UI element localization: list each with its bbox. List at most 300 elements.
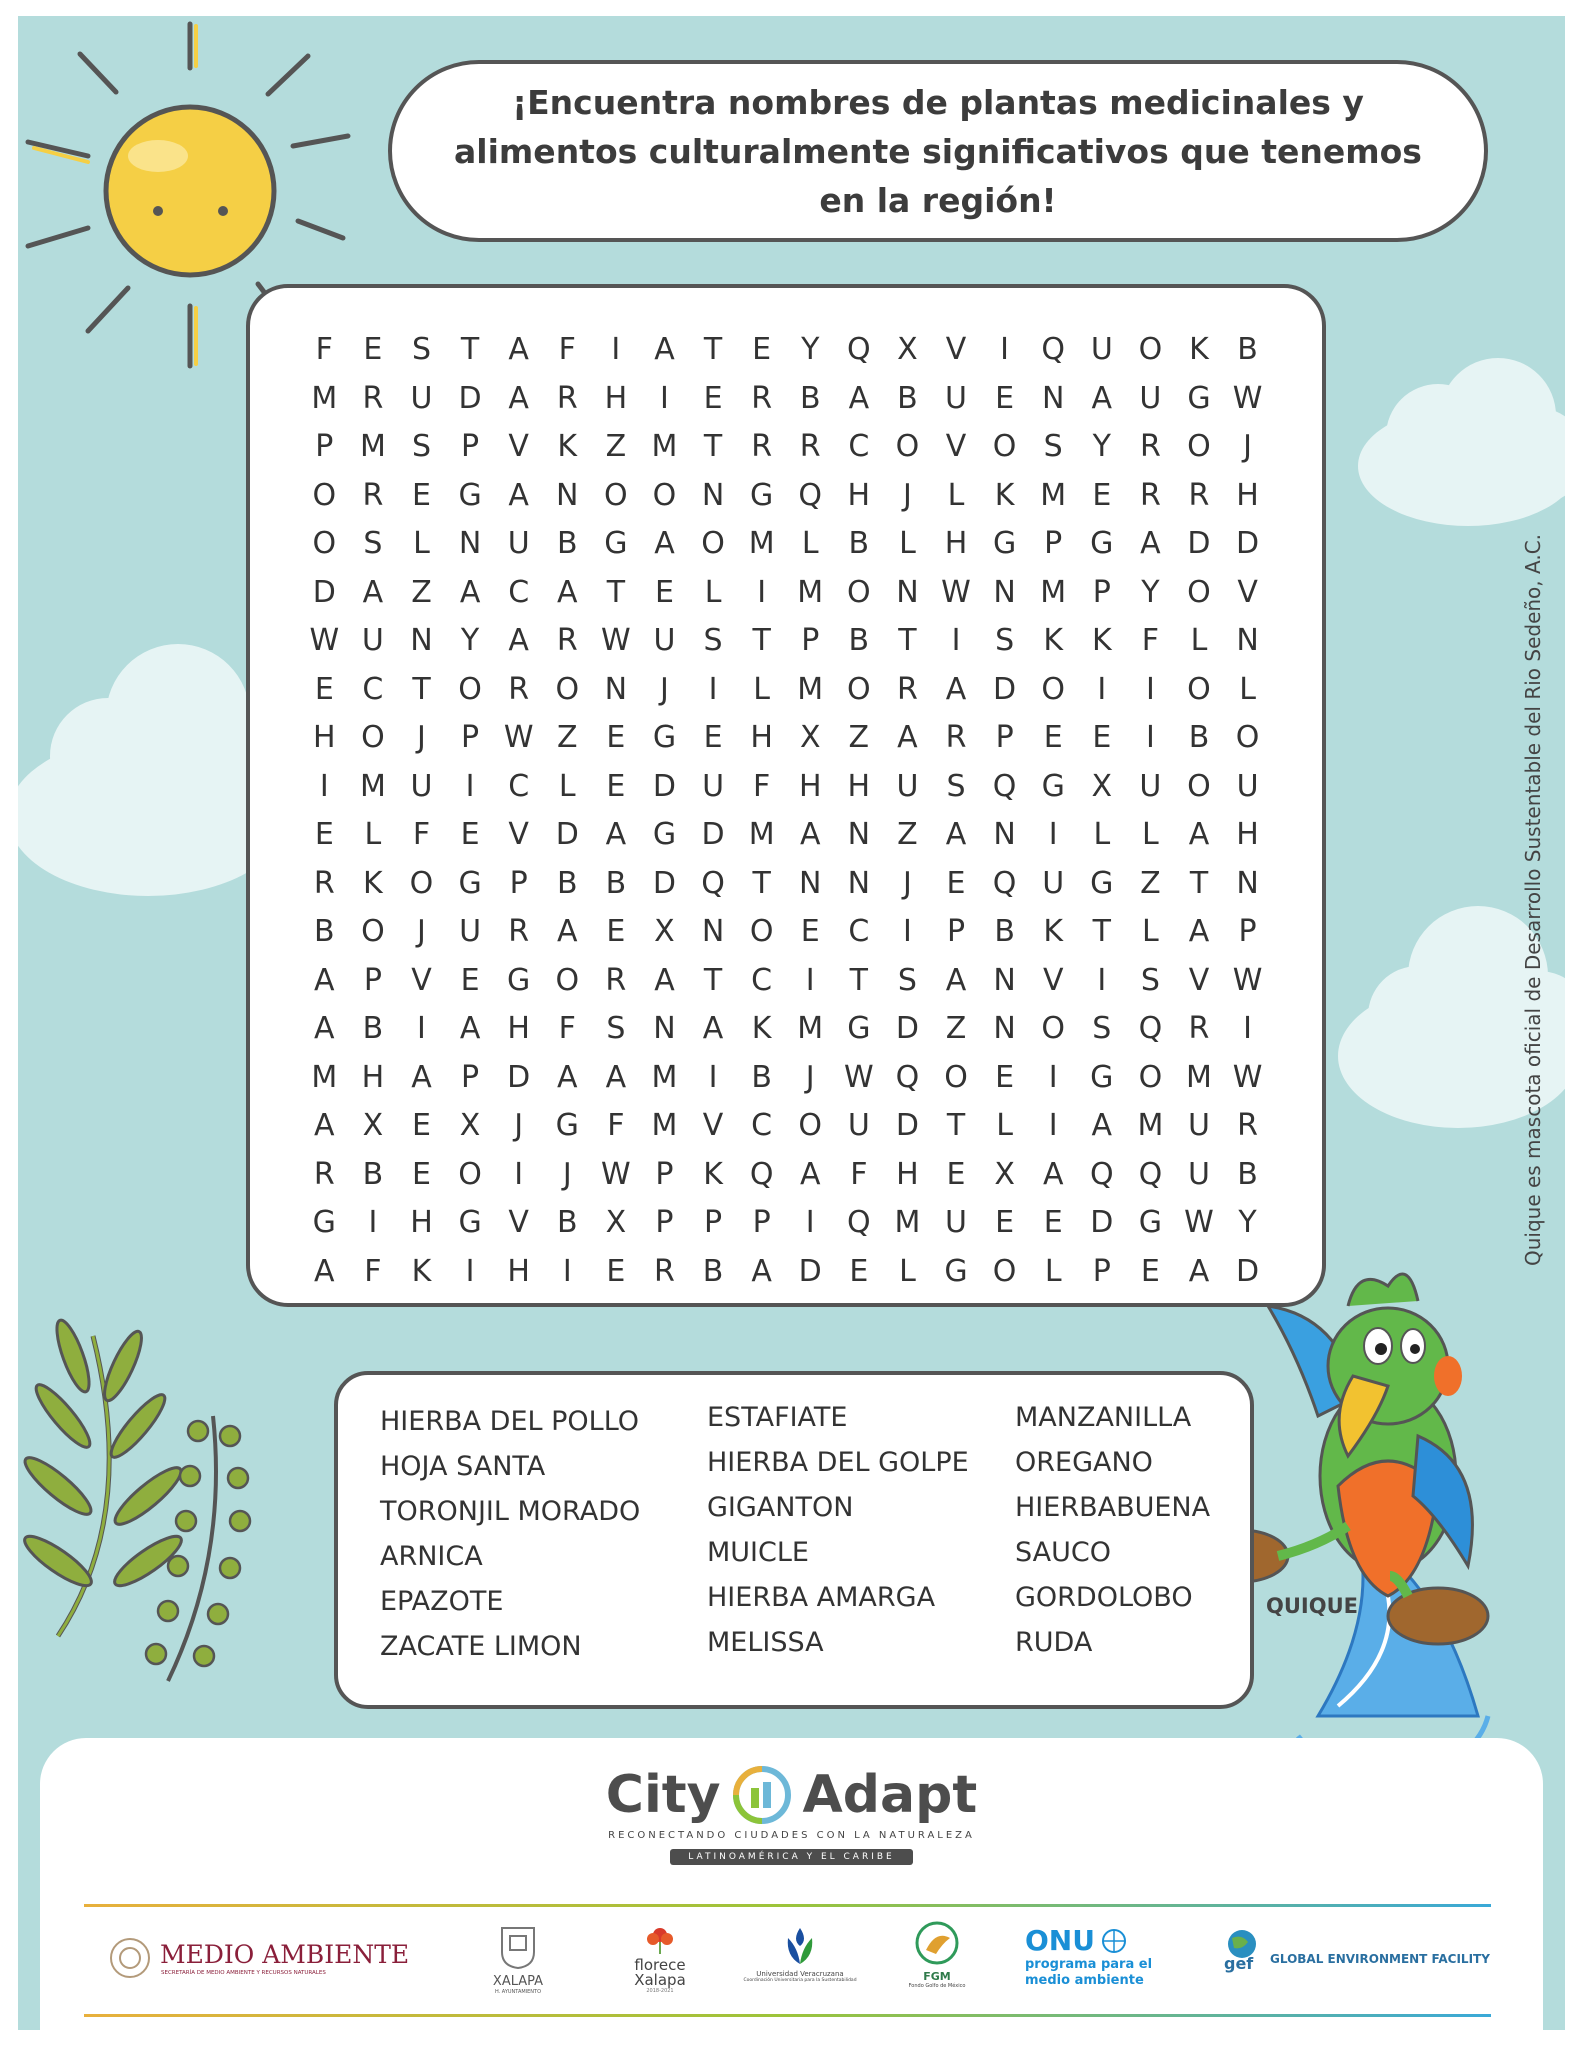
grid-letter[interactable]: C [751,1108,773,1143]
grid-letter[interactable]: L [1190,623,1208,658]
grid-letter[interactable]: O [458,671,482,707]
grid-letter[interactable]: T [703,429,723,464]
grid-letter[interactable]: B [556,1205,578,1240]
grid-letter[interactable]: I [1048,817,1058,852]
grid-letter[interactable]: G [992,526,1017,561]
grid-letter[interactable]: V [1188,962,1210,998]
grid-letter[interactable]: J [417,720,426,755]
grid-letter[interactable]: D [798,1253,822,1289]
grid-letter[interactable]: N [847,865,871,901]
grid-letter[interactable]: L [1142,914,1159,949]
grid-letter[interactable]: V [1042,962,1064,998]
grid-letter[interactable]: G [507,962,531,998]
grid-letter[interactable]: X [799,720,821,755]
grid-letter[interactable]: G [1090,865,1114,901]
grid-letter[interactable]: A [314,1108,335,1143]
grid-letter[interactable]: U [1139,768,1162,804]
grid-letter[interactable]: P [363,962,382,998]
grid-letter[interactable]: Q [1089,1156,1114,1192]
grid-letter[interactable]: F [558,1011,576,1046]
grid-letter[interactable]: U [1188,1156,1210,1192]
grid-letter[interactable]: V [702,1108,724,1143]
grid-letter[interactable]: L [801,526,819,561]
grid-letter[interactable]: N [993,574,1016,610]
grid-letter[interactable]: T [1092,914,1111,949]
grid-letter[interactable]: G [944,1253,968,1289]
grid-letter[interactable]: J [562,1156,572,1192]
grid-letter[interactable]: A [654,526,675,561]
grid-letter[interactable]: L [996,1108,1013,1143]
grid-letter[interactable]: L [413,526,430,561]
grid-letter[interactable]: T [946,1108,966,1143]
grid-letter[interactable]: G [312,1205,336,1240]
grid-letter[interactable]: E [1140,1253,1160,1289]
grid-letter[interactable]: H [896,1156,919,1192]
grid-letter[interactable]: P [704,1205,723,1240]
grid-letter[interactable]: I [465,1253,475,1289]
grid-letter[interactable]: V [508,817,529,852]
grid-letter[interactable]: A [557,1059,578,1095]
grid-letter[interactable]: A [945,817,967,852]
grid-letter[interactable]: W [309,623,340,658]
grid-letter[interactable]: K [363,865,383,901]
grid-letter[interactable]: R [751,429,773,464]
grid-letter[interactable]: P [655,1156,674,1192]
grid-letter[interactable]: D [1236,526,1260,561]
grid-letter[interactable]: U [847,1108,870,1143]
grid-letter[interactable]: U [1236,768,1259,804]
grid-letter[interactable]: N [993,1011,1016,1046]
grid-letter[interactable]: L [899,1253,916,1289]
grid-letter[interactable]: W [503,720,534,755]
grid-letter[interactable]: D [507,1059,531,1095]
grid-letter[interactable]: A [1188,914,1210,949]
grid-letter[interactable]: V [1237,574,1258,610]
grid-letter[interactable]: F [607,1108,625,1143]
grid-letter[interactable]: O [361,914,385,949]
grid-letter[interactable]: R [556,380,578,416]
grid-letter[interactable]: L [947,477,965,513]
grid-letter[interactable]: T [606,574,626,610]
grid-letter[interactable]: B [702,1253,724,1289]
grid-letter[interactable]: G [750,477,774,513]
grid-letter[interactable]: W [601,1156,631,1192]
grid-letter[interactable]: Q [701,865,725,901]
grid-letter[interactable]: R [556,623,578,658]
grid-letter[interactable]: L [364,817,382,852]
grid-letter[interactable]: S [995,623,1015,658]
grid-letter[interactable]: O [1187,671,1211,707]
grid-letter[interactable]: M [651,1059,678,1095]
grid-letter[interactable]: I [319,768,329,804]
grid-letter[interactable]: U [1042,865,1065,901]
grid-letter[interactable]: H [313,720,336,755]
grid-letter[interactable]: P [461,720,480,755]
grid-letter[interactable]: O [1138,1059,1163,1095]
grid-letter[interactable]: M [651,1108,678,1143]
grid-letter[interactable]: M [797,1011,824,1046]
grid-letter[interactable]: O [458,1156,482,1192]
grid-letter[interactable]: F [850,1156,868,1192]
grid-letter[interactable]: A [1188,817,1210,852]
grid-letter[interactable]: G [1090,526,1114,561]
grid-letter[interactable]: I [562,1253,572,1289]
grid-letter[interactable]: G [555,1108,579,1143]
grid-letter[interactable]: N [556,477,579,513]
grid-letter[interactable]: G [1090,1059,1114,1095]
grid-letter[interactable]: N [604,671,628,707]
grid-letter[interactable]: E [460,962,480,998]
grid-letter[interactable]: X [994,1156,1015,1192]
grid-letter[interactable]: T [703,962,723,998]
grid-letter[interactable]: B [556,865,578,901]
grid-letter[interactable]: F [412,817,431,852]
grid-letter[interactable]: U [459,914,482,949]
grid-letter[interactable]: M [797,671,824,707]
grid-letter[interactable]: I [1000,332,1010,367]
grid-letter[interactable]: P [461,429,480,464]
grid-letter[interactable]: Z [556,720,578,755]
grid-letter[interactable]: A [751,1253,772,1289]
grid-letter[interactable]: Q [992,865,1017,901]
grid-letter[interactable]: E [1092,720,1112,755]
grid-letter[interactable]: A [848,380,870,416]
grid-letter[interactable]: M [797,574,824,610]
grid-letter[interactable]: H [944,526,968,561]
grid-letter[interactable]: O [1187,574,1211,610]
grid-letter[interactable]: E [703,720,723,755]
grid-letter[interactable]: M [359,768,386,804]
grid-letter[interactable]: D [895,1011,919,1046]
grid-letter[interactable]: N [458,526,482,561]
grid-letter[interactable]: C [508,768,530,804]
grid-letter[interactable]: V [945,332,967,367]
grid-letter[interactable]: U [1188,1108,1210,1143]
grid-letter[interactable]: X [654,914,675,949]
grid-letter[interactable]: W [601,623,631,658]
grid-letter[interactable]: C [848,914,870,949]
grid-letter[interactable]: Q [895,1059,920,1095]
grid-letter[interactable]: O [604,477,628,513]
grid-letter[interactable]: T [752,865,771,901]
grid-letter[interactable]: B [605,865,627,901]
grid-letter[interactable]: A [1091,1108,1113,1143]
grid-letter[interactable]: S [411,332,431,367]
grid-letter[interactable]: R [945,720,967,755]
grid-letter[interactable]: O [409,865,434,901]
grid-letter[interactable]: A [605,817,627,852]
grid-letter[interactable]: V [945,429,967,464]
grid-letter[interactable]: C [362,671,384,707]
grid-letter[interactable]: I [1145,671,1155,707]
grid-letter[interactable]: S [363,526,383,561]
grid-letter[interactable]: J [660,671,669,707]
grid-letter[interactable]: O [701,526,725,561]
grid-letter[interactable]: E [314,671,334,707]
grid-letter[interactable]: E [606,1253,626,1289]
grid-letter[interactable]: O [652,477,677,513]
grid-letter[interactable]: Q [847,1205,871,1240]
grid-letter[interactable]: R [799,429,821,464]
grid-letter[interactable]: A [508,477,529,513]
grid-letter[interactable]: O [1138,332,1163,367]
grid-letter[interactable]: P [509,865,528,901]
grid-letter[interactable]: H [410,1205,433,1240]
grid-letter[interactable]: I [660,380,669,416]
grid-letter[interactable]: A [702,1011,724,1046]
grid-letter[interactable]: H [750,720,773,755]
grid-letter[interactable]: W [941,574,971,610]
grid-letter[interactable]: E [995,380,1015,416]
grid-letter[interactable]: R [362,477,384,513]
grid-letter[interactable]: V [508,429,529,464]
grid-letter[interactable]: B [362,1011,384,1046]
grid-letter[interactable]: K [1043,914,1064,949]
grid-letter[interactable]: J [902,477,912,513]
grid-letter[interactable]: N [410,623,433,658]
grid-letter[interactable]: O [944,1059,968,1095]
grid-letter[interactable]: H [604,380,628,416]
grid-letter[interactable]: A [557,574,578,610]
grid-letter[interactable]: X [897,332,918,367]
grid-letter[interactable]: N [701,914,725,949]
grid-letter[interactable]: A [799,1156,821,1192]
grid-letter[interactable]: O [895,429,920,464]
grid-letter[interactable]: H [507,1011,530,1046]
grid-letter[interactable]: F [558,332,576,367]
grid-letter[interactable]: W [1232,1059,1263,1095]
grid-letter[interactable]: Q [1138,1011,1163,1046]
grid-letter[interactable]: Y [1092,429,1111,464]
grid-letter[interactable]: E [946,865,966,901]
grid-letter[interactable]: N [701,477,725,513]
grid-letter[interactable]: K [1043,623,1064,658]
grid-letter[interactable]: G [458,477,482,513]
grid-letter[interactable]: B [362,1156,384,1192]
grid-letter[interactable]: E [606,914,626,949]
grid-letter[interactable]: U [945,1205,967,1240]
grid-letter[interactable]: S [411,429,431,464]
grid-letter[interactable]: B [751,1059,772,1095]
grid-letter[interactable]: D [312,574,336,610]
grid-letter[interactable]: M [1040,574,1067,610]
grid-letter[interactable]: G [604,526,628,561]
grid-letter[interactable]: R [1188,477,1210,513]
grid-letter[interactable]: I [708,1059,718,1095]
grid-letter[interactable]: E [363,332,383,367]
grid-letter[interactable]: I [611,332,621,367]
grid-letter[interactable]: Z [1140,865,1161,901]
grid-letter[interactable]: U [507,526,530,561]
grid-letter[interactable]: P [1238,914,1257,949]
grid-letter[interactable]: L [899,526,916,561]
grid-letter[interactable]: I [708,671,718,707]
grid-letter[interactable]: D [555,817,579,852]
grid-letter[interactable]: W [843,1059,874,1095]
grid-letter[interactable]: J [417,914,426,949]
grid-letter[interactable]: B [1188,720,1210,755]
grid-letter[interactable]: P [946,914,966,949]
grid-letter[interactable]: F [364,1253,382,1289]
grid-letter[interactable]: N [993,817,1016,852]
grid-letter[interactable]: M [311,380,338,416]
grid-letter[interactable]: E [995,1059,1015,1095]
grid-letter[interactable]: O [1041,671,1066,707]
grid-letter[interactable]: U [410,380,433,416]
grid-letter[interactable]: B [556,526,578,561]
grid-letter[interactable]: E [412,477,431,513]
grid-letter[interactable]: L [1142,817,1159,852]
grid-letter[interactable]: R [1188,1011,1210,1046]
grid-letter[interactable]: N [1041,380,1065,416]
grid-letter[interactable]: O [555,962,580,998]
grid-letter[interactable]: A [605,1059,627,1095]
grid-letter[interactable]: F [753,768,771,804]
grid-letter[interactable]: W [1232,380,1263,416]
grid-letter[interactable]: O [798,1108,823,1143]
grid-letter[interactable]: Q [992,768,1017,804]
grid-letter[interactable]: O [1235,720,1260,755]
grid-letter[interactable]: N [847,817,871,852]
grid-letter[interactable]: K [751,1011,772,1046]
grid-letter[interactable]: P [1044,526,1063,561]
grid-letter[interactable]: A [557,914,578,949]
grid-letter[interactable]: M [1040,477,1067,513]
grid-letter[interactable]: Z [945,1011,967,1046]
grid-letter[interactable]: O [1187,429,1211,464]
grid-letter[interactable]: U [1139,380,1162,416]
grid-letter[interactable]: I [368,1205,378,1240]
grid-letter[interactable]: Y [801,332,820,367]
grid-letter[interactable]: Y [460,623,480,658]
grid-letter[interactable]: Z [605,429,627,464]
grid-letter[interactable]: J [1243,429,1252,464]
grid-letter[interactable]: B [1237,1156,1258,1192]
grid-letter[interactable]: I [951,623,961,658]
grid-letter[interactable]: K [1189,332,1209,367]
grid-letter[interactable]: D [1187,526,1211,561]
grid-letter[interactable]: S [897,962,917,998]
grid-letter[interactable]: S [946,768,966,804]
grid-letter[interactable]: E [412,1108,431,1143]
grid-letter[interactable]: I [1097,962,1107,998]
grid-letter[interactable]: J [514,1108,524,1143]
grid-letter[interactable]: A [897,720,918,755]
grid-letter[interactable]: A [314,962,335,998]
grid-letter[interactable]: E [995,1205,1015,1240]
grid-letter[interactable]: A [508,623,529,658]
grid-letter[interactable]: A [1091,380,1113,416]
grid-letter[interactable]: K [411,1253,432,1289]
grid-letter[interactable]: A [508,380,529,416]
grid-letter[interactable]: P [752,1205,771,1240]
grid-letter[interactable]: S [606,1011,626,1046]
grid-letter[interactable]: R [313,1156,335,1192]
grid-letter[interactable]: B [848,526,870,561]
grid-letter[interactable]: R [605,962,627,998]
grid-letter[interactable]: E [606,768,626,804]
grid-letter[interactable]: P [655,1205,674,1240]
grid-letter[interactable]: N [993,962,1016,998]
grid-letter[interactable]: S [1043,429,1063,464]
grid-letter[interactable]: R [362,380,384,416]
grid-letter[interactable]: U [702,768,725,804]
grid-letter[interactable]: L [1093,817,1111,852]
grid-letter[interactable]: R [1139,429,1161,464]
grid-letter[interactable]: I [417,1011,426,1046]
grid-letter[interactable]: A [1188,1253,1210,1289]
grid-letter[interactable]: I [1145,720,1155,755]
grid-letter[interactable]: D [652,768,676,804]
grid-letter[interactable]: A [314,1011,335,1046]
grid-letter[interactable]: O [361,720,385,755]
grid-letter[interactable]: E [606,720,626,755]
grid-letter[interactable]: A [459,574,481,610]
grid-letter[interactable]: G [458,1205,482,1240]
grid-letter[interactable]: X [1091,768,1113,804]
grid-letter[interactable]: G [458,865,482,901]
grid-letter[interactable]: J [902,865,912,901]
grid-letter[interactable]: O [992,1253,1017,1289]
grid-letter[interactable]: D [458,380,482,416]
grid-letter[interactable]: G [652,817,677,852]
grid-letter[interactable]: I [1243,1011,1252,1046]
grid-letter[interactable]: W [1232,962,1263,998]
grid-letter[interactable]: R [508,671,530,707]
grid-letter[interactable]: I [465,768,475,804]
grid-letter[interactable]: A [508,332,529,367]
grid-letter[interactable]: H [1236,817,1259,852]
grid-letter[interactable]: M [1186,1059,1212,1095]
grid-letter[interactable]: E [703,380,723,416]
grid-letter[interactable]: P [801,623,820,658]
grid-letter[interactable]: A [1042,1156,1064,1192]
grid-letter[interactable]: S [703,623,723,658]
grid-letter[interactable]: Z [848,720,870,755]
grid-letter[interactable]: D [895,1108,919,1143]
grid-letter[interactable]: Y [1238,1205,1257,1240]
grid-letter[interactable]: T [849,962,868,998]
grid-letter[interactable]: M [1137,1108,1164,1143]
grid-letter[interactable]: V [508,1205,529,1240]
grid-letter[interactable]: B [314,914,335,949]
grid-letter[interactable]: A [411,1059,432,1095]
grid-letter[interactable]: I [757,574,767,610]
grid-letter[interactable]: D [993,671,1017,707]
grid-letter[interactable]: O [847,671,871,707]
grid-letter[interactable]: A [314,1253,335,1289]
grid-letter[interactable]: E [654,574,674,610]
grid-letter[interactable]: O [1187,768,1211,804]
grid-letter[interactable]: D [1090,1205,1114,1240]
grid-letter[interactable]: P [315,429,334,464]
grid-letter[interactable]: H [798,768,822,804]
grid-letter[interactable]: M [359,429,386,464]
grid-letter[interactable]: T [703,332,723,367]
grid-letter[interactable]: H [1236,477,1259,513]
grid-letter[interactable]: R [313,865,335,901]
grid-letter[interactable]: S [1140,962,1160,998]
grid-letter[interactable]: O [312,477,337,513]
grid-letter[interactable]: D [701,817,725,852]
grid-letter[interactable]: L [753,671,770,707]
grid-letter[interactable]: L [558,768,576,804]
grid-letter[interactable]: E [1092,477,1112,513]
grid-letter[interactable]: H [847,768,871,804]
grid-letter[interactable]: B [897,380,918,416]
grid-letter[interactable]: P [995,720,1014,755]
grid-letter[interactable]: L [1239,671,1256,707]
